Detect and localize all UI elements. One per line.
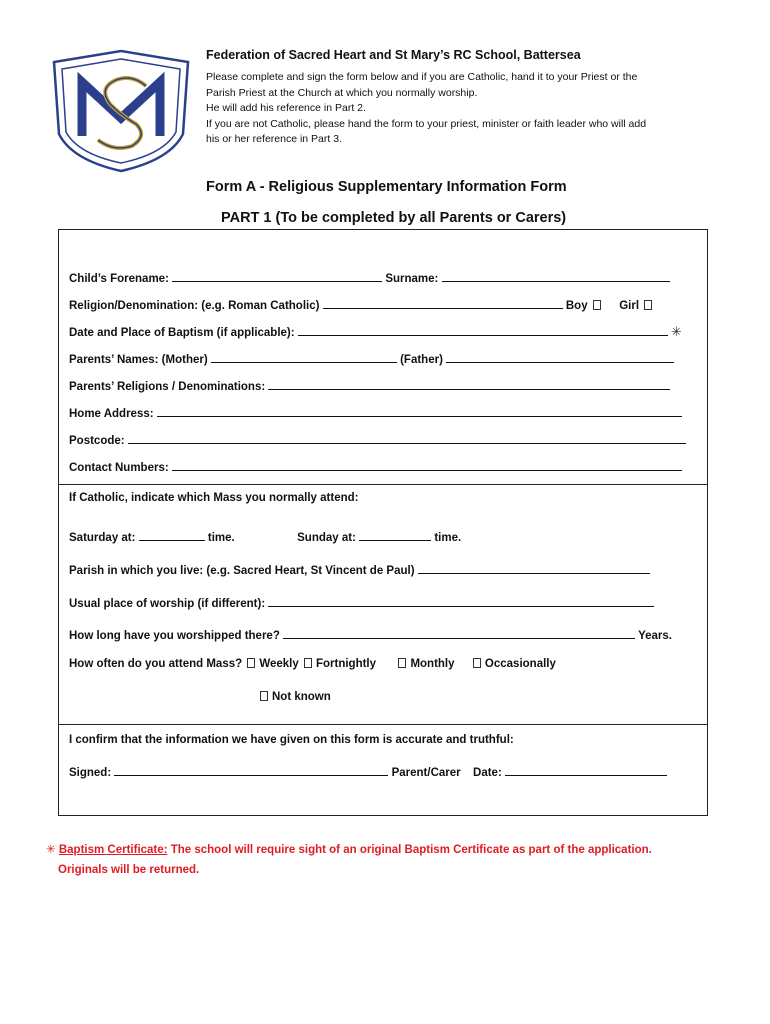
row-religions bbox=[69, 377, 670, 393]
time-label: time. bbox=[434, 532, 462, 544]
row-postcode bbox=[69, 431, 686, 447]
contact-label: Contact Numbers: bbox=[69, 462, 169, 474]
fortnightly-label: Fortnightly bbox=[315, 658, 377, 670]
row-how-long bbox=[69, 626, 672, 642]
asterisk-icon: ✳ bbox=[46, 844, 56, 856]
intro-line: If you are not Catholic, please hand the form to your priest, minister or faith leader who will add bbox=[206, 117, 647, 130]
row-signature bbox=[69, 763, 667, 779]
parents-religions-label: Parents’ Religions / Denominations: bbox=[69, 381, 266, 393]
row-contact bbox=[69, 458, 682, 474]
surname-field[interactable] bbox=[442, 269, 670, 282]
row-religion bbox=[69, 296, 656, 312]
boy-label: Boy bbox=[565, 300, 588, 312]
fortnightly-checkbox[interactable] bbox=[304, 658, 312, 668]
not-known-label: Not known bbox=[272, 691, 331, 703]
row-parents bbox=[69, 350, 674, 366]
forename-label: Child’s Forename: bbox=[69, 273, 169, 285]
mass-question: If Catholic, indicate which Mass you normally attend: bbox=[69, 492, 359, 504]
row-parish bbox=[69, 561, 650, 577]
how-long-label: How long have you worshipped there? bbox=[69, 630, 280, 642]
row-baptism bbox=[69, 323, 682, 340]
school-name: Federation of Sacred Heart and St Mary’s RC School, Battersea bbox=[206, 48, 581, 62]
signature-field[interactable] bbox=[114, 763, 388, 776]
date-label: Date: bbox=[473, 767, 502, 779]
intro-line: Parish Priest at the Church at which you normally worship. bbox=[206, 86, 478, 99]
date-field[interactable] bbox=[505, 763, 667, 776]
baptism-label: Date and Place of Baptism (if applicable): bbox=[69, 327, 295, 339]
parents-religions-field[interactable] bbox=[268, 377, 670, 390]
school-logo bbox=[50, 48, 192, 174]
not-known-checkbox[interactable] bbox=[260, 691, 268, 701]
row-mass-times bbox=[69, 528, 461, 544]
signed-label: Signed: bbox=[69, 767, 112, 779]
how-long-field[interactable] bbox=[283, 626, 635, 639]
postcode-label: Postcode: bbox=[69, 435, 125, 447]
intro-line: Please complete and sign the form below and if you are Catholic, hand it to your Priest or the bbox=[206, 71, 638, 83]
sunday-label: Sunday at: bbox=[297, 532, 356, 544]
row-names bbox=[69, 269, 670, 285]
row-not-known bbox=[258, 691, 331, 703]
girl-checkbox[interactable] bbox=[644, 300, 652, 310]
time-label: time. bbox=[207, 532, 235, 544]
footnote-text-2: Originals will be returned. bbox=[58, 864, 200, 876]
parish-label: Parish in which you live: (e.g. Sacred Heart, St Vincent de Paul) bbox=[69, 565, 415, 577]
mother-field[interactable] bbox=[211, 350, 397, 363]
intro-line: He will add his reference in Part 2. bbox=[206, 102, 366, 115]
form-title: Form A - Religious Supplementary Information Form bbox=[206, 179, 567, 195]
father-label: (Father) bbox=[400, 354, 443, 366]
girl-label: Girl bbox=[619, 300, 640, 312]
row-how-often bbox=[69, 658, 556, 670]
forename-field[interactable] bbox=[172, 269, 382, 282]
saturday-time-field[interactable] bbox=[139, 528, 205, 541]
row-address bbox=[69, 404, 682, 420]
address-label: Home Address: bbox=[69, 408, 154, 420]
years-label: Years. bbox=[638, 630, 672, 642]
sunday-time-field[interactable] bbox=[359, 528, 431, 541]
part-title: PART 1 (To be completed by all Parents or Carers) bbox=[221, 210, 567, 226]
parent-carer-label: Parent/Carer bbox=[391, 767, 461, 779]
intro-line: his or her reference in Part 3. bbox=[206, 133, 342, 146]
address-field[interactable] bbox=[157, 404, 682, 417]
baptism-footnote bbox=[46, 840, 736, 880]
intro-text bbox=[206, 70, 736, 148]
how-often-label: How often do you attend Mass? bbox=[69, 658, 243, 670]
school-crest-icon bbox=[50, 48, 192, 174]
saturday-label: Saturday at: bbox=[69, 532, 136, 544]
parish-field[interactable] bbox=[418, 561, 650, 574]
baptism-field[interactable] bbox=[298, 323, 668, 336]
father-field[interactable] bbox=[446, 350, 674, 363]
surname-label: Surname: bbox=[385, 273, 439, 285]
weekly-checkbox[interactable] bbox=[247, 658, 255, 668]
footnote-text: The school will require sight of an original Baptism Certificate as part of the application. bbox=[170, 844, 652, 856]
footnote-label: Baptism Certificate: bbox=[58, 844, 168, 856]
asterisk-icon: ✳ bbox=[670, 324, 682, 339]
occasionally-checkbox[interactable] bbox=[473, 658, 481, 668]
confirm-text: I confirm that the information we have given on this form is accurate and truthful: bbox=[69, 734, 514, 746]
contact-field[interactable] bbox=[172, 458, 682, 471]
monthly-checkbox[interactable] bbox=[398, 658, 406, 668]
mother-label: Parents’ Names: (Mother) bbox=[69, 354, 208, 366]
boy-checkbox[interactable] bbox=[593, 300, 601, 310]
monthly-label: Monthly bbox=[410, 658, 455, 670]
worship-field[interactable] bbox=[268, 594, 654, 607]
religion-label: Religion/Denomination: (e.g. Roman Catholic) bbox=[69, 300, 320, 312]
religion-field[interactable] bbox=[323, 296, 563, 309]
occasionally-label: Occasionally bbox=[484, 658, 556, 670]
postcode-field[interactable] bbox=[128, 431, 686, 444]
worship-label: Usual place of worship (if different): bbox=[69, 598, 266, 610]
weekly-label: Weekly bbox=[259, 658, 299, 670]
row-worship bbox=[69, 594, 654, 610]
